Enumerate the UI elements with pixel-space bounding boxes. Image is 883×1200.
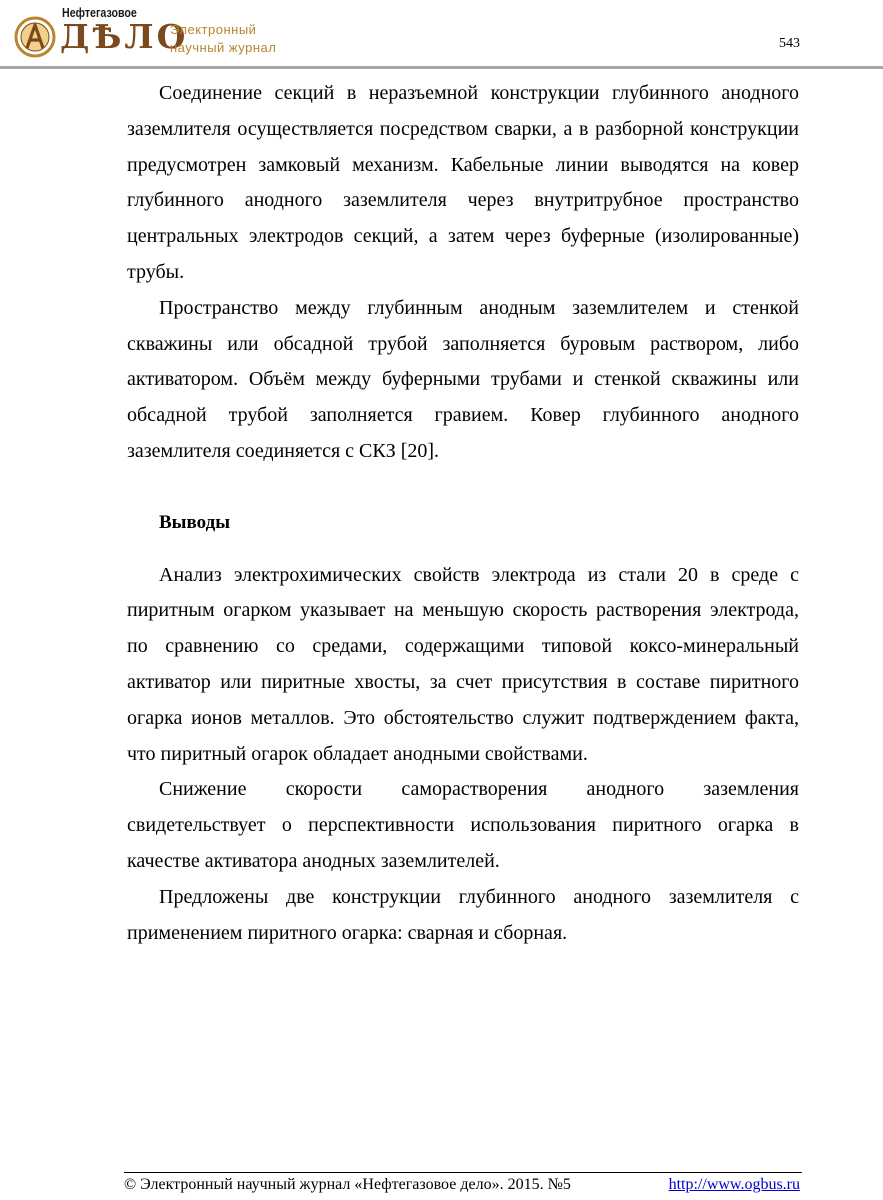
paragraph-conclusion-dissolution: Снижение скорости саморастворения анодного заземления свидетельствует о перспективности использования пиритного огарка в качестве активатора анодных заземлителей. <box>127 778 799 872</box>
section-heading-conclusions: Выводы <box>159 511 231 533</box>
paragraph-section-connection: Соединение секций в неразъемной конструкции глубинного анодного заземлителя осуществляется посредством сварки, а в разборной конструкции предусмотрен замковый механизм. Кабельные линии выводятся на ковер глубинного анодного заземлителя через внутритрубное пространство центральных электродов секций, а затем через буферные (изолированные) трубы. <box>127 82 799 283</box>
logo-subtitle-line2: научный журнал <box>170 40 277 55</box>
spacer <box>127 470 799 505</box>
paragraph-conclusion-analysis: Анализ электрохимических свойств электрода из стали 20 в среде с пиритным огарком указывает на меньшую скорость растворения электрода, по сравнению со средами, содержащими типовой коксо-минеральный активатор или пиритные хвосты, за счет присутствия в составе пиритного огарка ионов металлов. Это обстоятельство служит подтверждением факта, что пиритный огарок обладает анодными свойствами. <box>127 563 799 765</box>
header-divider <box>0 66 883 69</box>
footer-divider <box>124 1172 802 1173</box>
article-body <box>127 76 799 951</box>
logo-subtitle-line1: Электронный <box>170 22 257 37</box>
spacer <box>127 541 799 558</box>
paragraph-well-space: Пространство между глубинным анодным заземлителем и стенкой скважины или обсадной трубой заполняется буровым раствором, либо активатором. Объём между буферными трубами и стенкой скважины или обсадной трубой заполняется гравием. Ковер глубинного анодного заземлителя соединяется с СКЗ [20]. <box>127 296 799 462</box>
paragraph-conclusion-designs: Предложены две конструкции глубинного анодного заземлителя с применением пиритного огарка: сварная и сборная. <box>127 885 799 944</box>
logo-big-title: ДѢЛО <box>60 17 189 56</box>
journal-logo-icon <box>14 16 56 58</box>
footer-website-link[interactable]: http://www.ogbus.ru <box>668 1176 800 1193</box>
logo-small-title: Нефтегазовое <box>62 5 137 20</box>
footer-copyright: © Электронный научный журнал «Нефтегазовое дело». 2015. №5 <box>124 1176 571 1193</box>
page-header <box>0 0 883 70</box>
page-number: 543 <box>779 36 800 51</box>
